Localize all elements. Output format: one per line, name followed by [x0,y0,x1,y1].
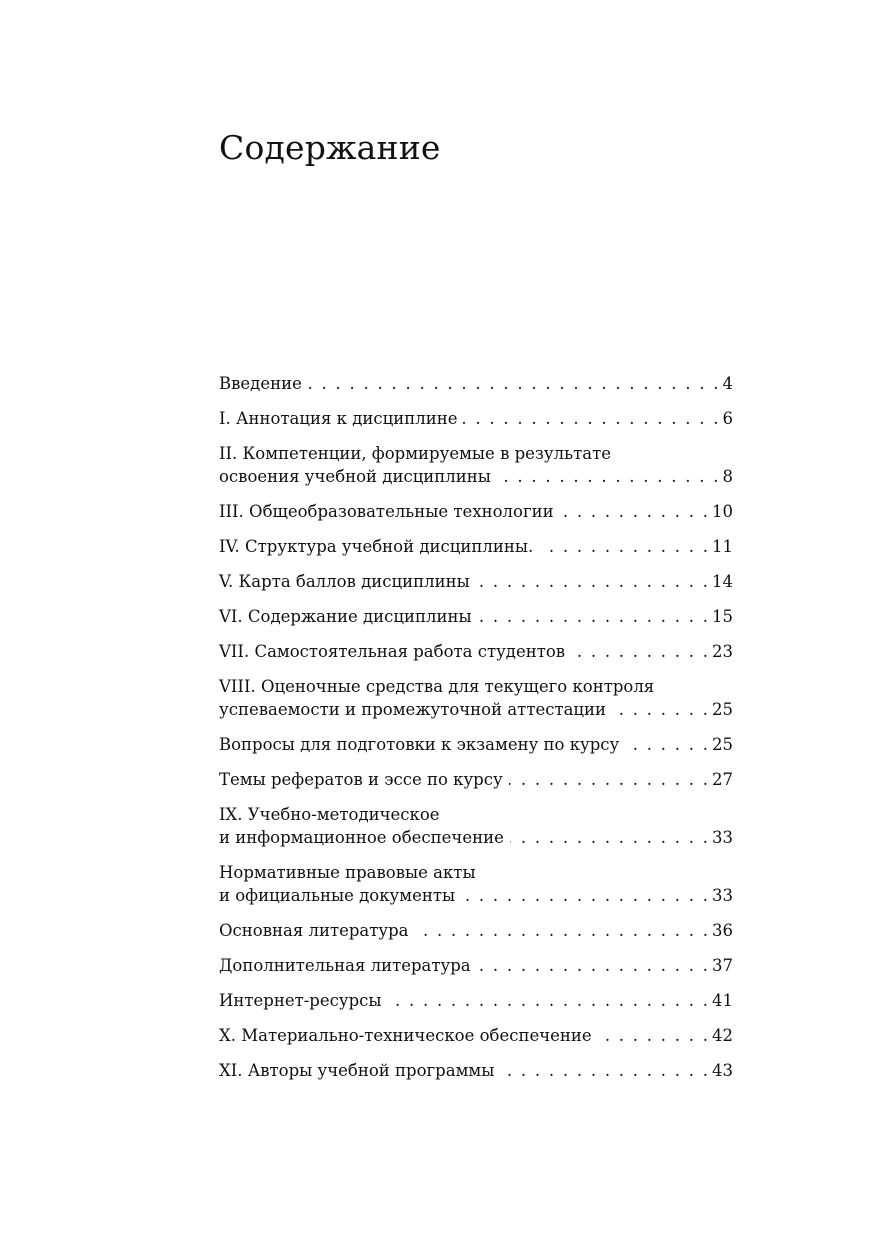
dot-leader [497,465,719,488]
toc-entry-line [219,698,733,721]
toc-page-number: 14 [712,572,733,591]
toc-entry-title: Вопросы для подготовки к экзамену по курсу [219,735,620,754]
toc-entry-title: I. Аннотация к дисциплине [219,409,458,428]
dot-leader [414,919,708,942]
toc-entry-exam-questions[interactable] [219,733,733,756]
toc-page-number: 42 [712,1026,733,1045]
toc-entry-line [219,989,733,1012]
toc-entry-material-support[interactable] [219,1024,733,1047]
toc-entry-title: Основная литература [219,921,409,940]
toc-entry-title-first-line: IX. Учебно-методическое [219,805,440,824]
toc-page-number: 41 [712,991,733,1010]
toc-entry-main-literature[interactable] [219,919,733,942]
toc-entry-title: и информационное обеспечение [219,828,504,847]
toc-entry-title: Введение [219,374,302,393]
toc-entry-title: Дополнительная литература [219,956,471,975]
toc-entry-internet-resources[interactable] [219,989,733,1012]
toc-page-number: 15 [712,607,733,626]
toc-page-number: 36 [712,921,733,940]
toc-entry-additional-literature[interactable] [219,954,733,977]
dot-leader [509,768,708,791]
toc-page-number: 27 [712,770,733,789]
toc-page-number: 37 [712,956,733,975]
toc-page-number: 33 [712,828,733,847]
toc-entry-authors[interactable] [219,1059,733,1082]
dot-leader [625,733,708,756]
toc-entry-title: XI. Авторы учебной программы [219,1061,495,1080]
toc-page-number: 10 [712,502,733,521]
toc-entry-title: III. Общеобразовательные технологии [219,502,554,521]
toc-entry-title: V. Карта баллов дисциплины [219,572,470,591]
toc-entry-line [219,954,733,977]
dot-leader [461,884,708,907]
toc-page-number: 11 [712,537,733,556]
dot-leader [510,826,708,849]
page-title: Содержание [219,128,441,167]
dot-leader [539,535,708,558]
toc-page-number: 23 [712,642,733,661]
toc-entry-essay-topics[interactable] [219,768,733,791]
toc-entry-title: IV. Структура учебной дисциплины. [219,537,534,556]
dot-leader [500,1059,708,1082]
toc-entry-line [219,826,733,849]
table-of-contents [219,372,733,1094]
toc-entry-assessment[interactable] [219,675,733,721]
toc-entry-title-first-line: Нормативные правовые акты [219,863,476,882]
toc-page-number: 33 [712,886,733,905]
toc-entry-line [219,1059,733,1082]
toc-entry-line [219,407,733,430]
dot-leader [560,500,708,523]
dot-leader [388,989,708,1012]
toc-entry-title: освоения учебной дисциплины [219,467,491,486]
toc-entry-line [219,919,733,942]
toc-entry-title: X. Материально-техническое обеспечение [219,1026,592,1045]
toc-entry-line [219,1024,733,1047]
toc-entry-score-map[interactable] [219,570,733,593]
toc-entry-line [219,570,733,593]
dot-leader [571,640,708,663]
toc-entry-methodical-support[interactable] [219,803,733,849]
toc-entry-title: Темы рефератов и эссе по курсу [219,770,503,789]
toc-entry-independent-work[interactable] [219,640,733,663]
toc-entry-title-first-line: VIII. Оценочные средства для текущего контроля [219,677,655,696]
dot-leader [598,1024,708,1047]
toc-entry-line [219,768,733,791]
toc-page-number: 43 [712,1061,733,1080]
toc-entry-line [219,535,733,558]
toc-page-number: 6 [722,409,733,428]
toc-entry-introduction[interactable] [219,372,733,395]
toc-entry-title: Интернет-ресурсы [219,991,382,1010]
toc-entry-line [219,465,733,488]
toc-entry-competencies[interactable] [219,442,733,488]
dot-leader [477,954,708,977]
dot-leader [308,372,719,395]
toc-page-number: 25 [712,735,733,754]
toc-entry-legal-acts[interactable] [219,861,733,907]
toc-entry-title: VII. Самостоятельная работа студентов [219,642,566,661]
dot-leader [478,605,708,628]
toc-entry-title-first-line: II. Компетенции, формируемые в результате [219,444,611,463]
toc-entry-structure[interactable] [219,535,733,558]
toc-entry-title: VI. Содержание дисциплины [219,607,472,626]
toc-page-number: 4 [722,374,733,393]
toc-entry-annotation[interactable] [219,407,733,430]
toc-entry-line [219,884,733,907]
toc-entry-line [219,733,733,756]
dot-leader [612,698,708,721]
toc-page-number: 25 [712,700,733,719]
toc-entry-line [219,605,733,628]
toc-entry-line [219,640,733,663]
dot-leader [463,407,718,430]
toc-entry-technologies[interactable] [219,500,733,523]
toc-entry-content[interactable] [219,605,733,628]
toc-entry-line [219,372,733,395]
toc-page-number: 8 [722,467,733,486]
dot-leader [476,570,708,593]
toc-entry-title: и официальные документы [219,886,456,905]
toc-entry-title: успеваемости и промежуточной аттестации [219,700,607,719]
toc-entry-line [219,500,733,523]
